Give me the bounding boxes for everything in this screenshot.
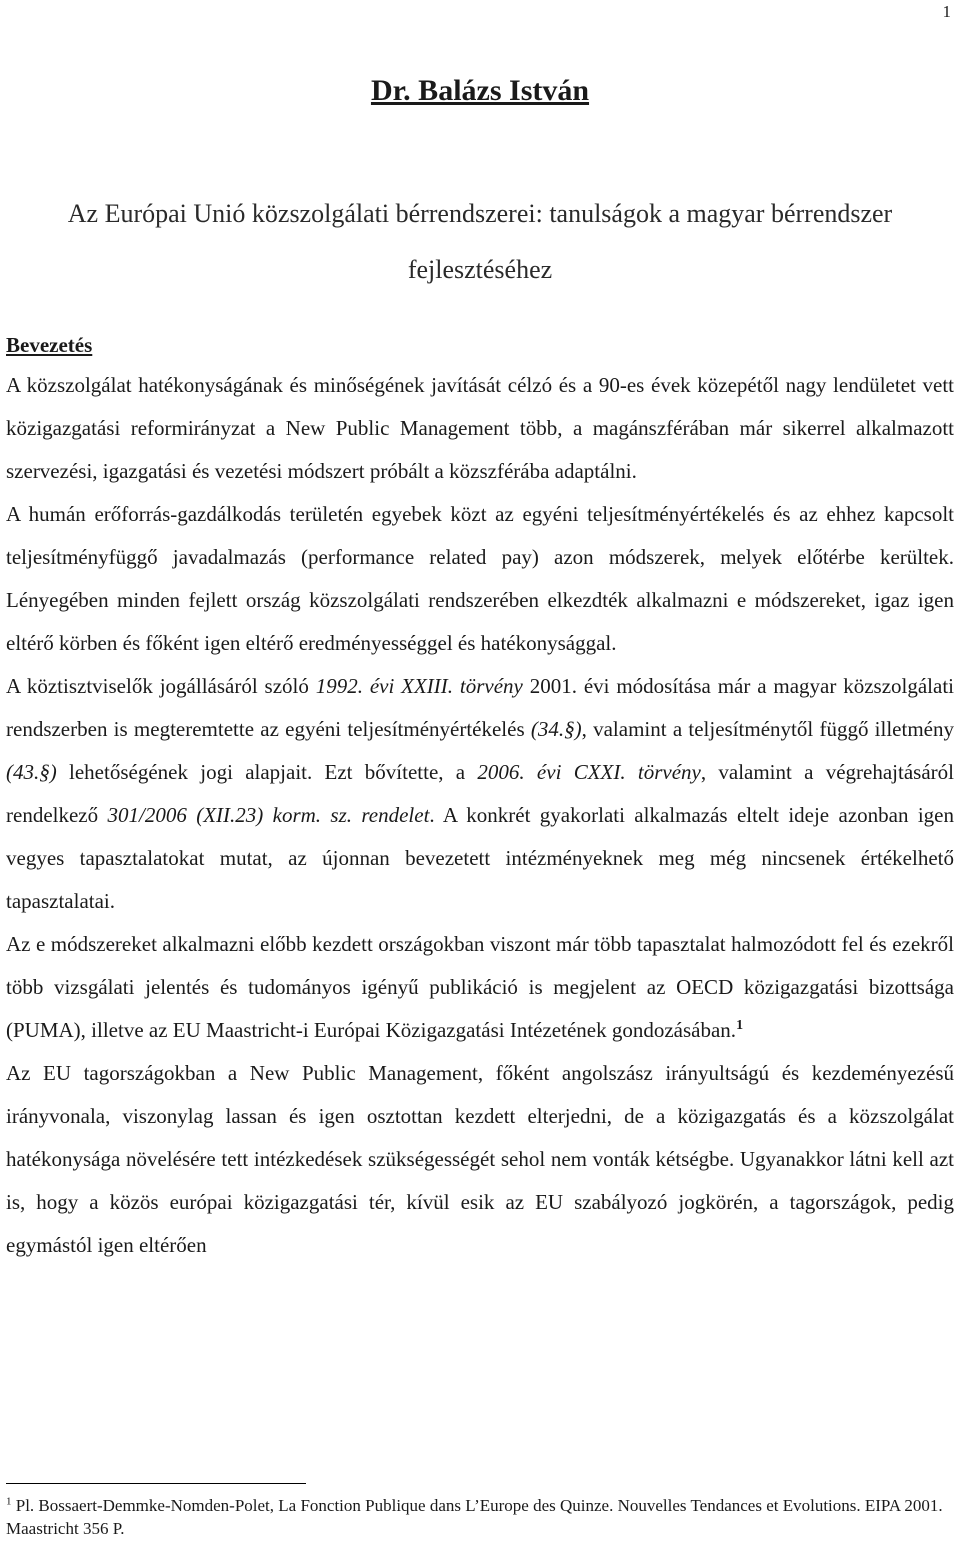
footnote — [6, 1494, 954, 1540]
law-reference: 2006. évi CXXI. törvény — [477, 760, 701, 784]
paragraph-3-text: , valamint a teljesítménytől függő illetmény — [581, 717, 954, 741]
footnote-number: 1 — [6, 1495, 12, 1508]
section-reference: (43.§) — [6, 760, 57, 784]
paragraph-5: Az EU tagországokban a New Public Management, főként angolszász irányultságú és kezdeményezésű irányvonala, viszonylag lassan és igen osztottan kezdett elterjedni, de a közigazgatás és a közszolgálat hatékonysága növelésére tett intézkedések szükségességét sehol nem vonták kétségbe. Ugyanakkor látni kell azt is, hogy a közös európai közigazgatási tér, kívül esik az EU szabályozó jogkörén, a tagországok, pedig egymástól igen eltérően — [6, 1061, 954, 1257]
paragraph-2: A humán erőforrás-gazdálkodás területén egyebek közt az egyéni teljesítményértékelés és az ehhez kapcsolt teljesítményfüggő javadalmazás (performance related pay) azon módszerek, melyek előtérbe kerültek. Lényegében minden fejlett ország közszolgálati rendszerében elkezdték alkalmazni e módszereket, igaz igen eltérő körben és főként igen eltérő eredményességgel és hatékonysággal. — [6, 502, 954, 655]
author-name: Dr. Balázs István — [370, 74, 590, 107]
page-number: 1 — [942, 2, 951, 21]
paragraph-3 — [6, 665, 954, 923]
section-heading: Bevezetés — [6, 333, 93, 357]
paragraph-3-text: 2001. évi módosítása már a magyar közszolgálati rendszerben is megteremtette az egyéni teljesítményértékelés — [6, 674, 954, 741]
paragraph-3-text: A köztisztviselők jogállásáról szóló — [6, 674, 316, 698]
paragraph-4-text: Az e módszereket alkalmazni előbb kezdett országokban viszont már több tapasztalat halmozódott fel és ezekről több vizsgálati jelentés és tudományos igényű publikáció is megjelent az OECD közigazgatási bizottsága (PUMA), illetve az EU Maastricht-i Európai Közigazgatási Intézetének gondozásában. — [6, 932, 954, 1042]
paragraph-3-text: lehetőségének jogi alapjait. Ezt bővítette, a — [56, 760, 478, 784]
footnote-reference[interactable]: 1 — [736, 1018, 744, 1033]
paragraph-3-text: , valamint a végrehajtásáról rendelkező — [6, 760, 954, 827]
footnote-text: Pl. Bossaert-Demmke-Nomden-Polet, La Fonction Publique dans L’Europe des Quinze. Nouvelles Tendances et Evolutions. EIPA 2001. Maastricht 356 P. — [6, 1496, 943, 1538]
paragraph-4 — [6, 923, 954, 1052]
paragraph-1: A közszolgálat hatékonyságának és minőségének javítását célzó és a 90-es évek közepétől nagy lendületet vett közigazgatási reformirányzat a New Public Management több, a magánszférában már sikerrel alkalmazott szervezési, igazgatási és vezetési módszert próbált a közszférába adaptálni. — [6, 373, 954, 483]
decree-reference: 301/2006 (XII.23) korm. sz. rendelet — [107, 803, 430, 827]
section-reference: (34.§) — [530, 717, 582, 741]
law-reference: 1992. évi XXIII. törvény — [315, 674, 523, 698]
footnote-divider — [6, 1483, 306, 1484]
body-text — [6, 364, 954, 1267]
paragraph-3-text: . A konkrét gyakorlati alkalmazás eltelt ideje azonban igen vegyes tapasztalatokat mutat, az újonnan bevezetett intézményeknek meg még nincsenek értékelhető tapasztalatai. — [6, 803, 954, 913]
document-title: Az Európai Unió közszolgálati bérrendszerei: tanulságok a magyar bérrendszer fejlesztéséhez — [67, 199, 893, 284]
